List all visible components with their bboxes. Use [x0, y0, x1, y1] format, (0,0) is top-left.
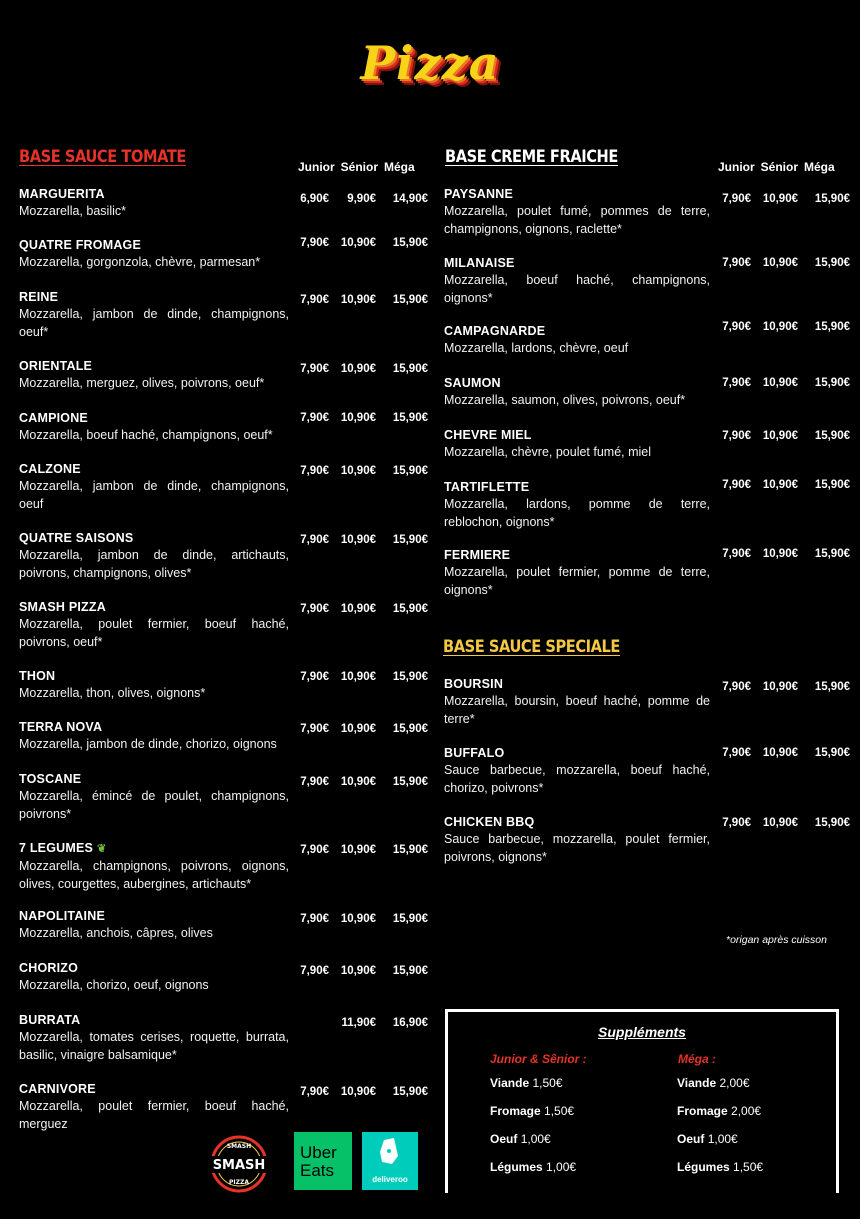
- origan-note: *origan après cuisson: [726, 934, 827, 946]
- menu-item-name: [19, 186, 289, 203]
- menu-item-name-text: CALZONE: [19, 462, 81, 476]
- menu-item-description: Mozzarella, thon, olives, oignons*: [19, 686, 206, 700]
- menu-item-prices: [709, 681, 850, 693]
- price-senior: 10,90€: [340, 294, 376, 306]
- price-senior: 10,90€: [762, 817, 798, 829]
- uber-line-1: Uber: [300, 1143, 337, 1162]
- deliveroo-logo: [362, 1132, 418, 1190]
- menu-item-name-text: BOURSIN: [444, 677, 504, 691]
- menu-item-description: Mozzarella, chèvre, poulet fumé, miel: [444, 445, 652, 459]
- menu-item-name-text: PAYSANNE: [444, 187, 513, 201]
- menu-item-name: [19, 599, 289, 616]
- menu-item-prices: [287, 193, 428, 205]
- menu-item-name-text: CHEVRE MIEL: [444, 428, 532, 442]
- supplement-line: [490, 1076, 563, 1090]
- menu-item-description: Mozzarella, lardons, pomme de terre, reblochon, oignons*: [444, 497, 710, 529]
- menu-item-name-text: REINE: [19, 290, 59, 304]
- supplement-price: 2,00€: [719, 1076, 750, 1090]
- menu-item-prices: [287, 237, 428, 249]
- menu-item-description: Mozzarella, tomates cerises, roquette, burrata, basilic, vinaigre balsamique*: [19, 1030, 289, 1062]
- menu-item: [19, 289, 289, 341]
- menu-item: [444, 186, 710, 238]
- menu-item-name-text: CAMPAGNARDE: [444, 324, 546, 338]
- menu-item-name: [19, 960, 289, 977]
- menu-item-name-text: SAUMON: [444, 376, 501, 390]
- menu-item-prices: [709, 548, 850, 560]
- menu-item-prices: [287, 465, 428, 477]
- price-mega: 15,90€: [392, 1086, 428, 1098]
- menu-item: [19, 358, 289, 393]
- menu-item-name: [19, 530, 289, 547]
- menu-item: [19, 186, 289, 221]
- price-senior: 10,90€: [340, 363, 376, 375]
- deliveroo-kangaroo-icon: [362, 1132, 418, 1172]
- price-mega: 15,90€: [814, 548, 850, 560]
- menu-item-description: Mozzarella, poulet fermier, boeuf haché, poivrons, oeuf*: [19, 617, 289, 649]
- price-junior: 7,90€: [300, 776, 329, 788]
- menu-item-prices: [709, 257, 850, 269]
- menu-item: [444, 547, 710, 599]
- menu-item-prices: [287, 534, 428, 546]
- menu-item-description: Mozzarella, poulet fermier, boeuf haché, merguez: [19, 1099, 289, 1131]
- menu-item-name: [19, 461, 289, 478]
- menu-item-prices: [287, 1017, 428, 1029]
- menu-item-prices: [709, 377, 850, 389]
- menu-item-description: Mozzarella, saumon, olives, poivrons, oeuf*: [444, 393, 686, 407]
- price-mega: 15,90€: [392, 294, 428, 306]
- supplement-price: 1,50€: [733, 1160, 764, 1174]
- price-junior: 7,90€: [722, 430, 751, 442]
- price-junior: 7,90€: [722, 377, 751, 389]
- menu-item-name-text: BURRATA: [19, 1013, 81, 1027]
- price-mega: 15,90€: [814, 321, 850, 333]
- price-mega: 15,90€: [814, 193, 850, 205]
- menu-item-prices: [287, 603, 428, 615]
- price-mega: 15,90€: [392, 965, 428, 977]
- size-headers-right: [718, 160, 841, 174]
- menu-item-name: [19, 840, 289, 858]
- menu-item-name: [19, 1012, 289, 1029]
- price-mega: 15,90€: [814, 257, 850, 269]
- price-senior: 10,90€: [340, 723, 376, 735]
- menu-item: [19, 771, 289, 823]
- supplement-line: [677, 1160, 763, 1174]
- section-title-speciale: BASE SAUCE SPECIALE: [443, 637, 620, 657]
- menu-item-name-text: QUATRE FROMAGE: [19, 238, 142, 252]
- price-senior: 10,90€: [340, 671, 376, 683]
- size-senior: Sénior: [760, 160, 799, 174]
- menu-item: [19, 530, 289, 582]
- price-senior: 10,90€: [340, 965, 376, 977]
- price-mega: 15,90€: [814, 377, 850, 389]
- menu-item-name-text: CHORIZO: [19, 961, 79, 975]
- menu-item-prices: [287, 412, 428, 424]
- menu-item-description: Mozzarella, boeuf haché, champignons, oeuf*: [19, 428, 273, 442]
- supplement-price: 1,50€: [532, 1076, 563, 1090]
- menu-item: [19, 237, 289, 272]
- vegetarian-leaf-icon: ❦: [97, 843, 107, 855]
- price-senior: 10,90€: [762, 377, 798, 389]
- price-junior: 7,90€: [300, 913, 329, 925]
- menu-item-description: Mozzarella, jambon de dinde, chorizo, oignons: [19, 737, 277, 751]
- size-mega: Méga: [384, 160, 415, 174]
- section-title-creme: BASE CREME FRAICHE: [445, 147, 618, 167]
- price-junior: 6,90€: [300, 193, 329, 205]
- section-title-tomate: BASE SAUCE TOMATE: [19, 147, 186, 167]
- menu-item-name-text: ORIENTALE: [19, 359, 93, 373]
- menu-item-prices: [709, 817, 850, 829]
- supplement-label: Légumes: [490, 1160, 543, 1174]
- menu-item-name-text: MARGUERITA: [19, 187, 105, 201]
- price-senior: 10,90€: [340, 237, 376, 249]
- menu-item-prices: [287, 671, 428, 683]
- price-junior: 7,90€: [722, 747, 751, 759]
- supplement-label: Viande: [490, 1076, 530, 1090]
- menu-item: [19, 908, 289, 943]
- menu-item: [19, 599, 289, 651]
- menu-item: [19, 410, 289, 445]
- supplement-label: Viande: [677, 1076, 717, 1090]
- menu-item-name-text: THON: [19, 669, 56, 683]
- menu-item-prices: [287, 723, 428, 735]
- price-senior: 10,90€: [762, 193, 798, 205]
- smash-logo-top-text: SMASH: [226, 1143, 252, 1150]
- menu-item-description: Mozzarella, basilic*: [19, 204, 126, 218]
- menu-item-name: [19, 668, 289, 685]
- price-senior: 10,90€: [340, 534, 376, 546]
- page-title: Pizza: [360, 36, 500, 90]
- menu-item-name-text: TARTIFLETTE: [444, 480, 530, 494]
- price-junior: 7,90€: [300, 237, 329, 249]
- price-junior: 7,90€: [300, 603, 329, 615]
- supplement-line: [677, 1132, 738, 1146]
- supplements-box: [445, 1009, 839, 1193]
- menu-item-description: Mozzarella, poulet fumé, pommes de terre, champignons, oignons, raclette*: [444, 204, 710, 236]
- menu-item-name: [444, 427, 710, 444]
- price-junior: 7,90€: [722, 479, 751, 491]
- supplement-line: [490, 1132, 551, 1146]
- price-mega: 15,90€: [814, 430, 850, 442]
- menu-item-name-text: FERMIERE: [444, 548, 511, 562]
- menu-item-prices: [709, 430, 850, 442]
- price-senior: 11,90€: [341, 1017, 376, 1029]
- menu-item-name: [444, 676, 710, 693]
- menu-item: [19, 840, 289, 893]
- menu-item-prices: [287, 844, 428, 856]
- menu-item-description: Mozzarella, champignons, poivrons, oignons, olives, courgettes, aubergines, artichauts*: [19, 859, 289, 891]
- supplement-label: Fromage: [677, 1104, 728, 1118]
- price-mega: 15,90€: [392, 671, 428, 683]
- supplement-line: [490, 1104, 574, 1118]
- price-mega: 16,90€: [392, 1017, 428, 1029]
- price-mega: 15,90€: [392, 363, 428, 375]
- menu-item-name: [444, 814, 710, 831]
- supplements-title: Suppléments: [598, 1024, 686, 1040]
- price-senior: 10,90€: [762, 548, 798, 560]
- menu-item-name: [19, 289, 289, 306]
- menu-item-name: [444, 255, 710, 272]
- size-headers-left: [298, 160, 421, 174]
- price-senior: 10,90€: [340, 776, 376, 788]
- price-junior: 7,90€: [300, 844, 329, 856]
- price-junior: 7,90€: [722, 321, 751, 333]
- menu-item-description: Mozzarella, jambon de dinde, champignons, oeuf: [19, 479, 289, 511]
- menu-item-prices: [287, 363, 428, 375]
- price-mega: 14,90€: [392, 193, 428, 205]
- price-mega: 15,90€: [814, 747, 850, 759]
- price-mega: 15,90€: [392, 723, 428, 735]
- price-senior: 10,90€: [340, 465, 376, 477]
- supplement-label: Fromage: [490, 1104, 541, 1118]
- supplement-price: 1,00€: [707, 1132, 738, 1146]
- menu-item-name: [19, 358, 289, 375]
- menu-item-name-text: CARNIVORE: [19, 1082, 96, 1096]
- supplement-label: Légumes: [677, 1160, 730, 1174]
- menu-item-name-text: TERRA NOVA: [19, 720, 103, 734]
- price-mega: 15,90€: [392, 776, 428, 788]
- menu-item-description: Mozzarella, jambon de dinde, artichauts, poivrons, champignons, olives*: [19, 548, 289, 580]
- deliveroo-text: deliveroo: [372, 1175, 408, 1184]
- menu-item-description: Mozzarella, jambon de dinde, champignons, oeuf*: [19, 307, 289, 339]
- price-junior: 7,90€: [300, 363, 329, 375]
- menu-item-name: [444, 479, 710, 496]
- smash-pizza-logo: [208, 1134, 270, 1194]
- menu-item-name-text: MILANAISE: [444, 256, 515, 270]
- price-mega: 15,90€: [814, 817, 850, 829]
- menu-item-description: Mozzarella, lardons, chèvre, oeuf: [444, 341, 629, 355]
- price-mega: 15,90€: [392, 237, 428, 249]
- menu-item: [444, 814, 710, 866]
- menu-item: [444, 323, 710, 358]
- menu-item-name: [444, 375, 710, 392]
- supplement-line: [677, 1076, 750, 1090]
- menu-item-name-text: QUATRE SAISONS: [19, 531, 134, 545]
- menu-item-name: [444, 186, 710, 203]
- price-senior: 9,90€: [347, 193, 376, 205]
- price-mega: 15,90€: [392, 844, 428, 856]
- menu-item: [444, 375, 710, 410]
- price-mega: 15,90€: [392, 913, 428, 925]
- price-mega: 15,90€: [814, 681, 850, 693]
- menu-item: [444, 427, 710, 462]
- menu-item: [444, 255, 710, 307]
- menu-item: [19, 1012, 289, 1064]
- smash-logo-pizza-text: PIZZA: [229, 1179, 249, 1186]
- menu-item-name: [444, 323, 710, 340]
- menu-item: [19, 960, 289, 995]
- price-senior: 10,90€: [340, 1086, 376, 1098]
- menu-item-name: [19, 771, 289, 788]
- menu-item-name-text: 7 LEGUMES: [19, 841, 94, 855]
- menu-item-description: Sauce barbecue, mozzarella, boeuf haché, chorizo, poivrons*: [444, 763, 710, 795]
- price-junior: 7,90€: [300, 412, 329, 424]
- smash-logo-text: SMASH: [212, 1158, 266, 1173]
- supplement-price: 1,50€: [544, 1104, 575, 1118]
- menu-item-description: Sauce barbecue, mozzarella, poulet fermier, poivrons, oignons*: [444, 832, 710, 864]
- price-junior: 7,90€: [300, 1086, 329, 1098]
- menu-item-description: Mozzarella, boursin, boeuf haché, pomme de terre*: [444, 694, 710, 726]
- price-senior: 10,90€: [340, 913, 376, 925]
- supplement-line: [677, 1104, 761, 1118]
- uber-eats-logo: [294, 1132, 352, 1190]
- menu-item: [19, 1081, 289, 1133]
- price-mega: 15,90€: [392, 465, 428, 477]
- price-senior: 10,90€: [340, 412, 376, 424]
- menu-item-prices: [709, 747, 850, 759]
- price-senior: 10,90€: [762, 479, 798, 491]
- price-senior: 10,90€: [762, 681, 798, 693]
- price-junior: 7,90€: [300, 965, 329, 977]
- menu-item-prices: [287, 913, 428, 925]
- size-senior: Sénior: [340, 160, 379, 174]
- menu-item-name-text: CHICKEN BBQ: [444, 815, 535, 829]
- menu-item-prices: [287, 776, 428, 788]
- supplement-line: [490, 1160, 576, 1174]
- menu-item-prices: [709, 321, 850, 333]
- menu-item: [19, 461, 289, 513]
- price-junior: 7,90€: [722, 257, 751, 269]
- price-mega: 15,90€: [392, 534, 428, 546]
- supplement-price: 1,00€: [520, 1132, 551, 1146]
- menu-item: [19, 719, 289, 754]
- supplement-price: 1,00€: [546, 1160, 577, 1174]
- menu-item-name: [19, 1081, 289, 1098]
- menu-item-prices: [709, 193, 850, 205]
- supplement-label: Oeuf: [677, 1132, 705, 1146]
- menu-item-name: [444, 745, 710, 762]
- menu-item-name-text: BUFFALO: [444, 746, 505, 760]
- menu-item: [444, 676, 710, 728]
- price-senior: 10,90€: [762, 321, 798, 333]
- menu-item-prices: [287, 294, 428, 306]
- menu-item-description: Mozzarella, merguez, olives, poivrons, oeuf*: [19, 376, 265, 390]
- price-junior: 7,90€: [300, 465, 329, 477]
- menu-item: [444, 479, 710, 531]
- menu-item-description: Mozzarella, boeuf haché, champignons, oignons*: [444, 273, 710, 305]
- price-junior: 7,90€: [722, 681, 751, 693]
- menu-item-name: [19, 237, 289, 254]
- supplement-label: Oeuf: [490, 1132, 518, 1146]
- price-junior: 7,90€: [300, 294, 329, 306]
- supplements-col-junior-senior: Junior & Sênior :: [490, 1052, 587, 1066]
- price-junior: 7,90€: [722, 548, 751, 560]
- size-junior: Junior: [718, 160, 755, 174]
- menu-item-name: [19, 908, 289, 925]
- menu-item-prices: [287, 965, 428, 977]
- menu-item-description: Mozzarella, anchois, câpres, olives: [19, 926, 213, 940]
- menu-item-description: Mozzarella, gorgonzola, chèvre, parmesan*: [19, 255, 261, 269]
- menu-item-prices: [709, 479, 850, 491]
- price-senior: 10,90€: [762, 257, 798, 269]
- menu-item-name: [19, 719, 289, 736]
- price-mega: 15,90€: [392, 412, 428, 424]
- price-mega: 15,90€: [392, 603, 428, 615]
- menu-item-name: [19, 410, 289, 427]
- price-junior: 7,90€: [722, 193, 751, 205]
- price-senior: 10,90€: [762, 430, 798, 442]
- menu-item-description: Mozzarella, chorizo, oeuf, oignons: [19, 978, 209, 992]
- price-junior: 7,90€: [300, 723, 329, 735]
- menu-item: [19, 668, 289, 703]
- price-junior: 7,90€: [722, 817, 751, 829]
- supplements-col-mega: Méga :: [678, 1052, 717, 1066]
- menu-item-name-text: NAPOLITAINE: [19, 909, 105, 923]
- menu-item: [444, 745, 710, 797]
- price-mega: 15,90€: [814, 479, 850, 491]
- price-junior: 7,90€: [300, 534, 329, 546]
- menu-item-description: Mozzarella, émincé de poulet, champignons, poivrons*: [19, 789, 289, 821]
- menu-item-name-text: CAMPIONE: [19, 411, 88, 425]
- menu-item-name-text: SMASH PIZZA: [19, 600, 106, 614]
- size-junior: Junior: [298, 160, 335, 174]
- uber-line-2: Eats: [300, 1161, 335, 1180]
- menu-item-prices: [287, 1086, 428, 1098]
- menu-item-description: Mozzarella, poulet fermier, pomme de terre, oignons*: [444, 565, 710, 597]
- supplement-price: 2,00€: [731, 1104, 762, 1118]
- price-senior: 10,90€: [762, 747, 798, 759]
- price-junior: 7,90€: [300, 671, 329, 683]
- size-mega: Méga: [804, 160, 835, 174]
- price-senior: 10,90€: [340, 844, 376, 856]
- menu-item-name-text: TOSCANE: [19, 772, 82, 786]
- price-senior: 10,90€: [340, 603, 376, 615]
- menu-item-name: [444, 547, 710, 564]
